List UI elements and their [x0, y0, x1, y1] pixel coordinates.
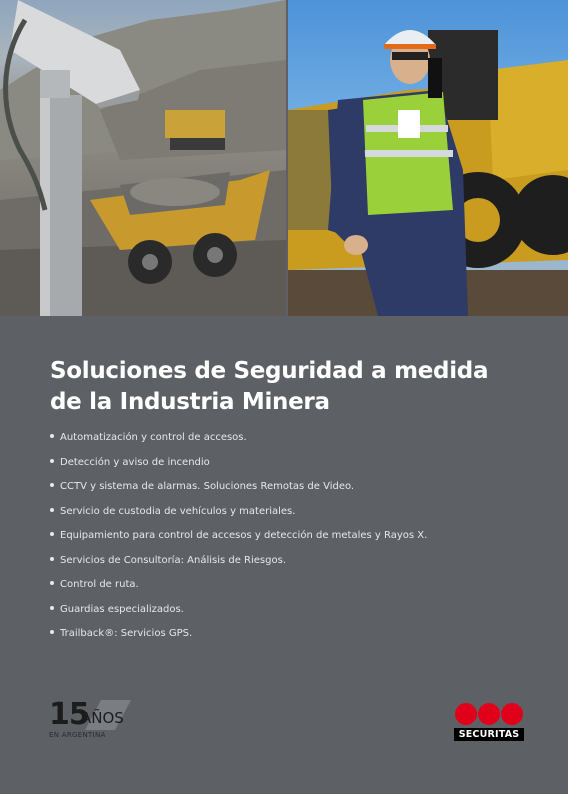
anniversary-number: 15 — [49, 697, 89, 732]
title-line-1: Soluciones de Seguridad a medida — [50, 358, 489, 384]
header-photos — [0, 0, 568, 316]
mining-camera-illustration — [0, 0, 286, 316]
anniversary-subtitle: EN ARGENTINA — [49, 731, 106, 739]
list-item — [50, 432, 427, 457]
logo-dot-icon — [501, 703, 523, 725]
list-item — [50, 530, 427, 555]
list-item-text: Automatización y control de accesos. — [60, 432, 247, 443]
content-panel — [0, 316, 568, 794]
security-guard-illustration — [288, 0, 568, 316]
bullet-icon — [50, 581, 54, 585]
list-item — [50, 506, 427, 531]
anniversary-word: AÑOS — [81, 709, 124, 727]
logo-wordmark: SECURITAS — [454, 728, 524, 741]
list-item-text: Trailback®: Servicios GPS. — [60, 628, 193, 639]
logo-dot-icon — [455, 703, 477, 725]
list-item — [50, 579, 427, 604]
list-item-text: CCTV y sistema de alarmas. Soluciones Remotas de Video. — [60, 481, 355, 492]
bullet-icon — [50, 459, 54, 463]
anniversary-badge — [49, 697, 139, 742]
bullet-icon — [50, 557, 54, 561]
bullet-icon — [50, 532, 54, 536]
list-item-text: Servicios de Consultoría: Análisis de Riesgos. — [60, 554, 287, 566]
list-item — [50, 457, 427, 482]
security-guard-photo — [288, 0, 568, 316]
list-item — [50, 604, 427, 629]
logo-dots-icon — [454, 701, 524, 727]
list-item-text: Detección y aviso de incendio — [60, 456, 210, 468]
bullet-icon — [50, 630, 54, 634]
list-item — [50, 555, 427, 580]
list-item — [50, 481, 427, 506]
list-item-text: Guardias especializados. — [60, 603, 184, 615]
list-item-text: Equipamiento para control de accesos y detección de metales y Rayos X. — [60, 530, 428, 541]
list-item-text: Servicio de custodia de vehículos y materiales. — [60, 505, 296, 517]
logo-dot-icon — [478, 703, 500, 725]
mining-camera-photo — [0, 0, 286, 316]
list-item — [50, 628, 427, 653]
list-item-text: Control de ruta. — [60, 579, 139, 590]
bullet-icon — [50, 606, 54, 610]
bullet-icon — [50, 508, 54, 512]
bullet-icon — [50, 483, 54, 487]
securitas-logo — [454, 701, 524, 741]
page-title — [50, 356, 488, 418]
feature-list — [50, 432, 427, 653]
title-line-2: de la Industria Minera — [50, 389, 330, 415]
bullet-icon — [50, 434, 54, 438]
